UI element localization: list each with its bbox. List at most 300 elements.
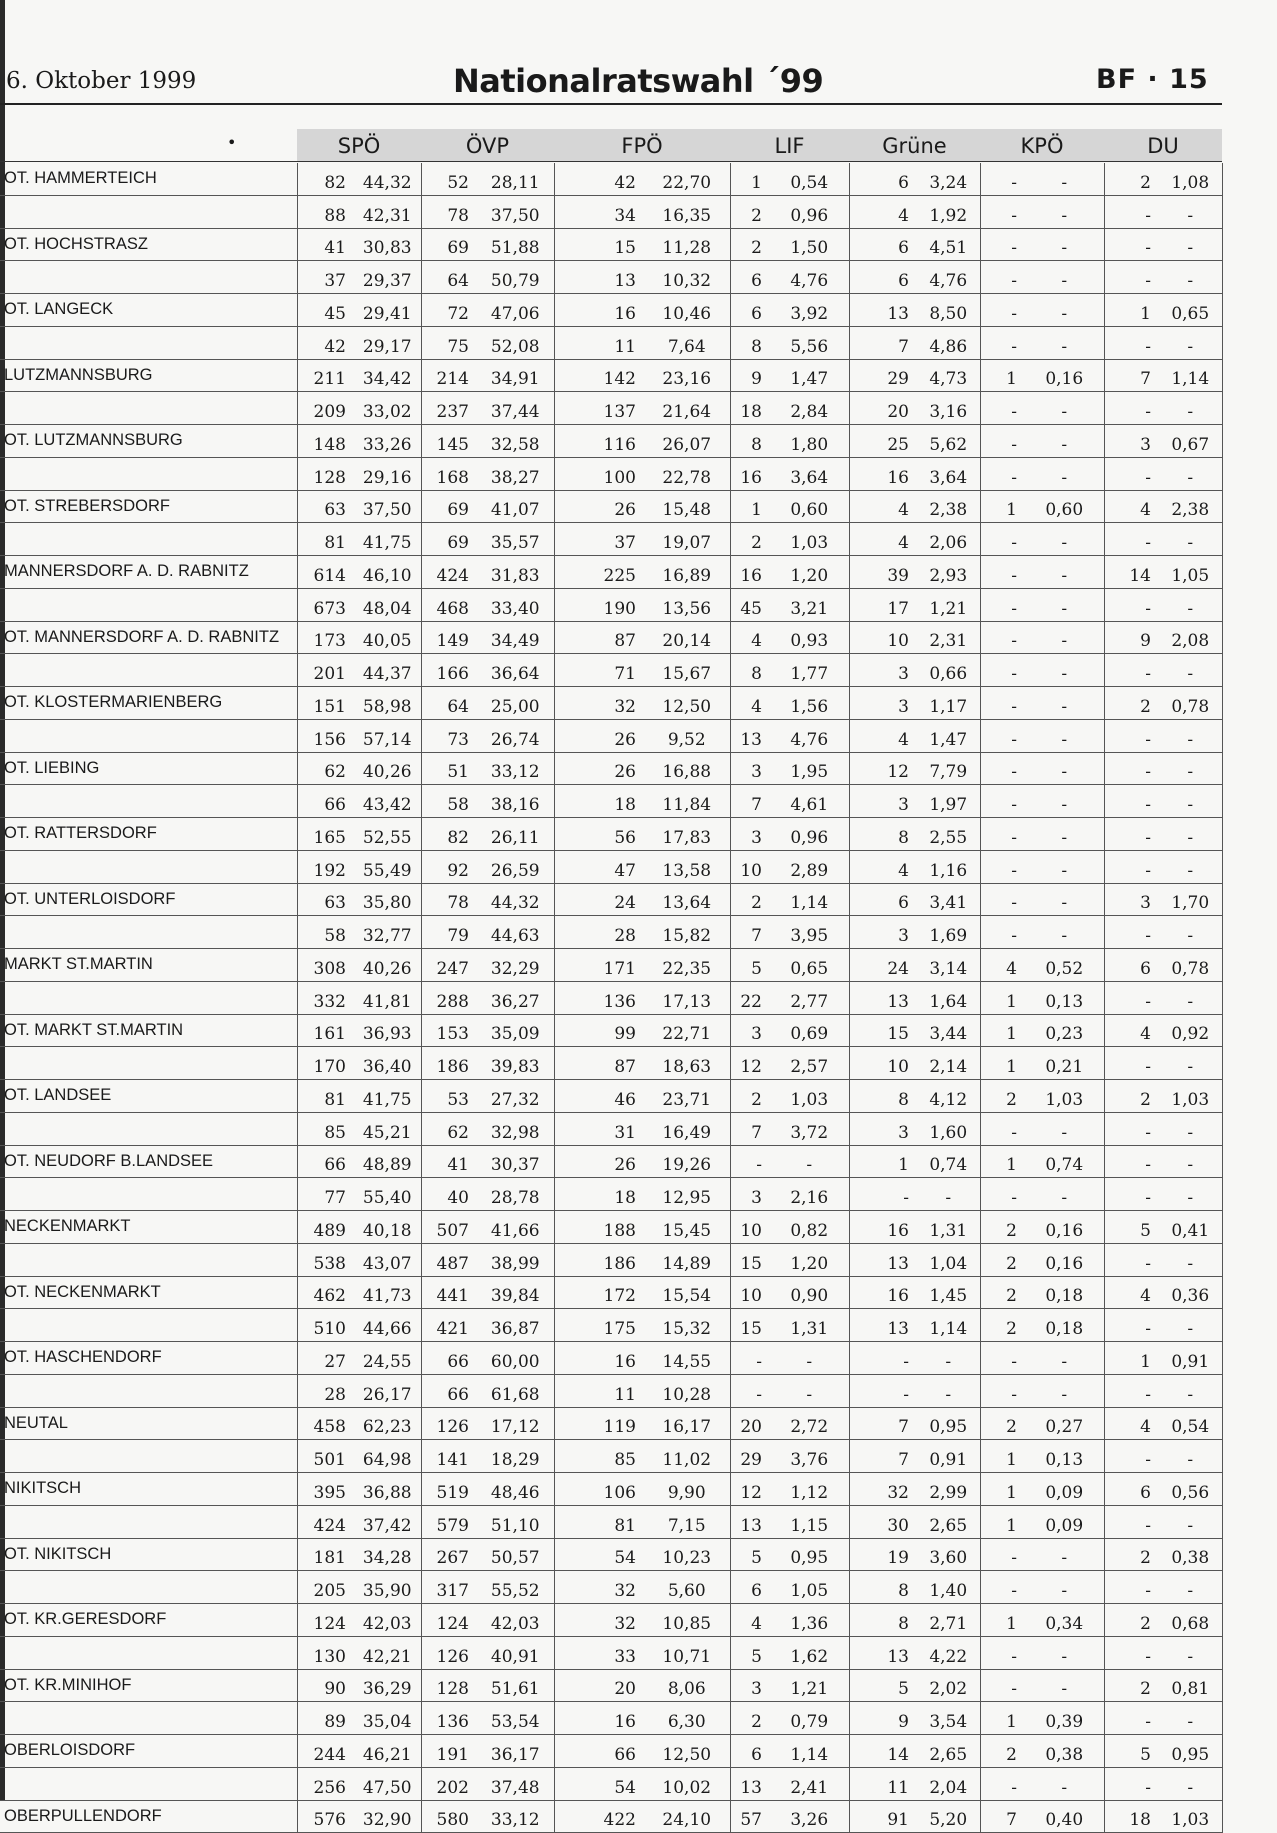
vote-count-cell: - — [980, 1571, 1025, 1604]
vote-count-cell: - — [849, 1178, 917, 1211]
vote-count-cell: - — [730, 1145, 770, 1178]
vote-percent-cell: - — [1025, 228, 1104, 261]
vote-percent-cell: 0,54 — [770, 163, 849, 195]
vote-percent-cell: - — [1159, 719, 1222, 752]
vote-percent-cell: 26,11 — [477, 818, 554, 851]
vote-percent-cell: 41,81 — [354, 981, 421, 1014]
row-label: OT. HAMMERTEICH — [0, 163, 297, 195]
vote-percent-cell: 42,21 — [354, 1636, 421, 1669]
vote-percent-cell: - — [1025, 719, 1104, 752]
vote-percent-cell: 2,71 — [917, 1604, 980, 1637]
vote-percent-cell: 47,06 — [477, 294, 554, 327]
vote-percent-cell: 42,03 — [477, 1604, 554, 1637]
vote-count-cell: 424 — [297, 1505, 354, 1538]
vote-percent-cell: 35,57 — [477, 523, 554, 556]
vote-percent-cell: 44,63 — [477, 916, 554, 949]
row-label — [0, 654, 297, 687]
vote-percent-cell: 1,14 — [917, 1309, 980, 1342]
vote-percent-cell: 1,14 — [770, 883, 849, 916]
vote-count-cell: 16 — [554, 294, 644, 327]
vote-count-cell: 11 — [554, 1374, 644, 1407]
vote-count-cell: 424 — [421, 556, 477, 589]
vote-count-cell: 63 — [297, 490, 354, 523]
vote-count-cell: 1 — [980, 981, 1025, 1014]
results-table-body — [0, 163, 1222, 1833]
vote-percent-cell: 43,07 — [354, 1243, 421, 1276]
table-row — [0, 1571, 1222, 1604]
vote-count-cell: 45 — [297, 294, 354, 327]
table-row — [0, 1211, 1222, 1244]
vote-count-cell: 5 — [849, 1669, 917, 1702]
vote-percent-cell: 0,13 — [1025, 981, 1104, 1014]
vote-percent-cell: - — [1025, 1669, 1104, 1702]
vote-percent-cell: - — [1025, 195, 1104, 228]
vote-count-cell: - — [1104, 1636, 1159, 1669]
vote-percent-cell: 51,88 — [477, 228, 554, 261]
vote-percent-cell: 1,21 — [917, 588, 980, 621]
vote-count-cell: 673 — [297, 588, 354, 621]
vote-percent-cell: 5,62 — [917, 425, 980, 458]
vote-percent-cell: 22,78 — [644, 457, 730, 490]
vote-percent-cell: 1,17 — [917, 687, 980, 720]
vote-percent-cell: 55,52 — [477, 1571, 554, 1604]
vote-percent-cell: 0,69 — [770, 1014, 849, 1047]
vote-count-cell: 579 — [421, 1505, 477, 1538]
vote-percent-cell: 3,76 — [770, 1440, 849, 1473]
vote-percent-cell: - — [1159, 785, 1222, 818]
vote-percent-cell: 35,04 — [354, 1702, 421, 1735]
vote-count-cell: 66 — [297, 785, 354, 818]
vote-count-cell: 1 — [1104, 294, 1159, 327]
vote-percent-cell: 1,56 — [770, 687, 849, 720]
vote-percent-cell: 29,17 — [354, 326, 421, 359]
row-label — [0, 785, 297, 818]
vote-percent-cell: - — [1025, 1342, 1104, 1375]
row-label: OBERLOISDORF — [0, 1735, 297, 1768]
vote-count-cell: 209 — [297, 392, 354, 425]
vote-count-cell: 136 — [421, 1702, 477, 1735]
vote-percent-cell: - — [1025, 326, 1104, 359]
vote-count-cell: 25 — [849, 425, 917, 458]
table-row — [0, 1505, 1222, 1538]
vote-percent-cell: - — [1159, 818, 1222, 851]
vote-percent-cell: - — [1025, 425, 1104, 458]
vote-count-cell: 214 — [421, 359, 477, 392]
vote-percent-cell: - — [1159, 916, 1222, 949]
vote-percent-cell: 0,74 — [1025, 1145, 1104, 1178]
row-label: OT. UNTERLOISDORF — [0, 883, 297, 916]
vote-percent-cell: 2,55 — [917, 818, 980, 851]
vote-percent-cell: 0,54 — [1159, 1407, 1222, 1440]
vote-percent-cell: - — [1159, 1505, 1222, 1538]
vote-percent-cell: 32,90 — [354, 1800, 421, 1833]
vote-percent-cell: 2,02 — [917, 1669, 980, 1702]
vote-percent-cell: 5,20 — [917, 1800, 980, 1833]
vote-percent-cell: 33,12 — [477, 1800, 554, 1833]
vote-percent-cell: 3,21 — [770, 588, 849, 621]
row-label: OT. NIKITSCH — [0, 1538, 297, 1571]
vote-percent-cell: 1,14 — [1159, 359, 1222, 392]
vote-count-cell: 136 — [554, 981, 644, 1014]
table-row — [0, 1702, 1222, 1735]
vote-percent-cell: 10,02 — [644, 1767, 730, 1800]
vote-count-cell: 171 — [554, 949, 644, 982]
vote-percent-cell: 1,03 — [1159, 1800, 1222, 1833]
vote-percent-cell: - — [1025, 294, 1104, 327]
table-row — [0, 228, 1222, 261]
vote-percent-cell: 0,95 — [1159, 1735, 1222, 1768]
vote-count-cell: - — [980, 1178, 1025, 1211]
page-header — [0, 62, 1222, 104]
vote-percent-cell: 0,39 — [1025, 1702, 1104, 1735]
row-label: OT. LANDSEE — [0, 1080, 297, 1113]
vote-count-cell: 145 — [421, 425, 477, 458]
vote-count-cell: 1 — [849, 1145, 917, 1178]
vote-count-cell: 6 — [730, 294, 770, 327]
vote-count-cell: 32 — [554, 1604, 644, 1637]
vote-count-cell: - — [1104, 1145, 1159, 1178]
vote-percent-cell: 28,78 — [477, 1178, 554, 1211]
vote-percent-cell: - — [1159, 1309, 1222, 1342]
vote-count-cell: 244 — [297, 1735, 354, 1768]
vote-percent-cell: 1,04 — [917, 1243, 980, 1276]
vote-count-cell: - — [980, 425, 1025, 458]
vote-count-cell: 30 — [849, 1505, 917, 1538]
vote-percent-cell: 53,54 — [477, 1702, 554, 1735]
row-label — [0, 1702, 297, 1735]
col-header-du: DU — [1147, 134, 1179, 158]
vote-percent-cell: 2,65 — [917, 1505, 980, 1538]
row-label: OT. LIEBING — [0, 752, 297, 785]
vote-percent-cell: - — [770, 1374, 849, 1407]
row-label — [0, 1243, 297, 1276]
vote-percent-cell: 43,42 — [354, 785, 421, 818]
row-label — [0, 1112, 297, 1145]
vote-percent-cell: 1,08 — [1159, 163, 1222, 195]
vote-count-cell: 441 — [421, 1276, 477, 1309]
row-label — [0, 1571, 297, 1604]
vote-count-cell: - — [980, 195, 1025, 228]
vote-percent-cell: 32,98 — [477, 1112, 554, 1145]
vote-percent-cell: 36,27 — [477, 981, 554, 1014]
vote-count-cell: 2 — [730, 1080, 770, 1113]
header-underline — [0, 161, 1222, 162]
vote-count-cell: 2 — [730, 523, 770, 556]
vote-percent-cell: 32,29 — [477, 949, 554, 982]
vote-count-cell: 8 — [730, 425, 770, 458]
vote-percent-cell: 1,03 — [1025, 1080, 1104, 1113]
vote-count-cell: 142 — [554, 359, 644, 392]
row-label — [0, 523, 297, 556]
vote-percent-cell: - — [1159, 752, 1222, 785]
row-label — [0, 1636, 297, 1669]
col-header-gruene: Grüne — [882, 134, 947, 158]
vote-percent-cell: - — [1159, 1374, 1222, 1407]
vote-count-cell: 468 — [421, 588, 477, 621]
vote-percent-cell: - — [1025, 556, 1104, 589]
vote-count-cell: 66 — [297, 1145, 354, 1178]
vote-percent-cell: 0,23 — [1025, 1014, 1104, 1047]
vote-percent-cell: 0,38 — [1159, 1538, 1222, 1571]
vote-percent-cell: 33,40 — [477, 588, 554, 621]
vote-count-cell: 18 — [1104, 1800, 1159, 1833]
vote-count-cell: 4 — [1104, 1407, 1159, 1440]
vote-percent-cell: 41,75 — [354, 523, 421, 556]
vote-count-cell: 13 — [849, 981, 917, 1014]
vote-percent-cell: - — [1025, 1374, 1104, 1407]
table-row — [0, 1767, 1222, 1800]
vote-percent-cell: 0,96 — [770, 195, 849, 228]
results-table — [0, 163, 1223, 1833]
vote-count-cell: 6 — [1104, 949, 1159, 982]
row-label — [0, 326, 297, 359]
vote-count-cell: 175 — [554, 1309, 644, 1342]
vote-percent-cell: 30,37 — [477, 1145, 554, 1178]
vote-count-cell: 172 — [554, 1276, 644, 1309]
vote-count-cell: 18 — [554, 785, 644, 818]
vote-percent-cell: - — [1025, 457, 1104, 490]
vote-count-cell: 39 — [849, 556, 917, 589]
vote-percent-cell: 9,90 — [644, 1473, 730, 1506]
vote-count-cell: - — [980, 883, 1025, 916]
vote-count-cell: 247 — [421, 949, 477, 982]
vote-count-cell: - — [980, 654, 1025, 687]
vote-count-cell: 462 — [297, 1276, 354, 1309]
vote-percent-cell: 2,84 — [770, 392, 849, 425]
table-row — [0, 1800, 1222, 1833]
vote-percent-cell: - — [1025, 916, 1104, 949]
vote-percent-cell: 1,62 — [770, 1636, 849, 1669]
vote-percent-cell: 32,77 — [354, 916, 421, 949]
table-row — [0, 981, 1222, 1014]
table-row — [0, 1014, 1222, 1047]
vote-percent-cell: 3,64 — [770, 457, 849, 490]
vote-count-cell: 64 — [421, 261, 477, 294]
table-row — [0, 1440, 1222, 1473]
vote-percent-cell: 26,17 — [354, 1374, 421, 1407]
vote-count-cell: 20 — [554, 1669, 644, 1702]
vote-count-cell: 317 — [421, 1571, 477, 1604]
vote-percent-cell: 2,57 — [770, 1047, 849, 1080]
vote-percent-cell: 21,64 — [644, 392, 730, 425]
vote-percent-cell: 34,49 — [477, 621, 554, 654]
vote-count-cell: 3 — [1104, 425, 1159, 458]
vote-percent-cell: 1,40 — [917, 1571, 980, 1604]
vote-count-cell: 119 — [554, 1407, 644, 1440]
vote-percent-cell: - — [1025, 588, 1104, 621]
vote-percent-cell: 1,21 — [770, 1669, 849, 1702]
vote-percent-cell: 28,11 — [477, 163, 554, 195]
vote-count-cell: 3 — [730, 1178, 770, 1211]
vote-count-cell: 156 — [297, 719, 354, 752]
vote-count-cell: 186 — [421, 1047, 477, 1080]
vote-percent-cell: 41,07 — [477, 490, 554, 523]
vote-count-cell: 12 — [730, 1473, 770, 1506]
vote-percent-cell: 44,66 — [354, 1309, 421, 1342]
vote-count-cell: 34 — [554, 195, 644, 228]
vote-count-cell: 14 — [849, 1735, 917, 1768]
vote-percent-cell: - — [1025, 1636, 1104, 1669]
vote-count-cell: 165 — [297, 818, 354, 851]
vote-percent-cell: - — [1025, 523, 1104, 556]
vote-percent-cell: 2,72 — [770, 1407, 849, 1440]
vote-count-cell: 6 — [1104, 1473, 1159, 1506]
table-header — [0, 129, 1222, 162]
vote-count-cell: 24 — [554, 883, 644, 916]
vote-percent-cell: 0,18 — [1025, 1309, 1104, 1342]
vote-percent-cell: 40,18 — [354, 1211, 421, 1244]
vote-percent-cell: 12,50 — [644, 1735, 730, 1768]
vote-percent-cell: 2,89 — [770, 850, 849, 883]
vote-count-cell: 170 — [297, 1047, 354, 1080]
vote-percent-cell: 8,06 — [644, 1669, 730, 1702]
vote-count-cell: 2 — [730, 883, 770, 916]
col-header-fpoe: FPÖ — [621, 134, 663, 158]
vote-percent-cell: 1,05 — [770, 1571, 849, 1604]
vote-percent-cell: 15,54 — [644, 1276, 730, 1309]
row-label: NECKENMARKT — [0, 1211, 297, 1244]
vote-count-cell: 64 — [421, 687, 477, 720]
vote-percent-cell: 0,96 — [770, 818, 849, 851]
vote-percent-cell: 1,70 — [1159, 883, 1222, 916]
table-row — [0, 883, 1222, 916]
vote-count-cell: 4 — [849, 719, 917, 752]
vote-count-cell: 288 — [421, 981, 477, 1014]
vote-count-cell: 26 — [554, 752, 644, 785]
row-label — [0, 261, 297, 294]
vote-count-cell: 14 — [1104, 556, 1159, 589]
vote-count-cell: 26 — [554, 719, 644, 752]
vote-percent-cell: 1,12 — [770, 1473, 849, 1506]
vote-percent-cell: 0,65 — [770, 949, 849, 982]
vote-count-cell: 168 — [421, 457, 477, 490]
vote-count-cell: 153 — [421, 1014, 477, 1047]
vote-count-cell: 1 — [980, 1473, 1025, 1506]
col-header-lif: LIF — [774, 134, 805, 158]
vote-percent-cell: 16,17 — [644, 1407, 730, 1440]
vote-percent-cell: 36,29 — [354, 1669, 421, 1702]
vote-percent-cell: 1,60 — [917, 1112, 980, 1145]
vote-count-cell: 4 — [730, 687, 770, 720]
vote-percent-cell: 36,87 — [477, 1309, 554, 1342]
vote-count-cell: - — [980, 1538, 1025, 1571]
vote-count-cell: - — [1104, 228, 1159, 261]
vote-percent-cell: 26,74 — [477, 719, 554, 752]
vote-count-cell: 15 — [849, 1014, 917, 1047]
vote-percent-cell: - — [1025, 883, 1104, 916]
vote-count-cell: 2 — [730, 1702, 770, 1735]
vote-count-cell: 141 — [421, 1440, 477, 1473]
vote-count-cell: - — [1104, 1047, 1159, 1080]
vote-count-cell: 56 — [554, 818, 644, 851]
vote-count-cell: 8 — [730, 654, 770, 687]
vote-percent-cell: 1,20 — [770, 1243, 849, 1276]
vote-count-cell: 6 — [849, 163, 917, 195]
vote-count-cell: 1 — [980, 1440, 1025, 1473]
vote-count-cell: 3 — [730, 1669, 770, 1702]
vote-count-cell: 2 — [1104, 687, 1159, 720]
vote-count-cell: - — [980, 1636, 1025, 1669]
vote-count-cell: - — [980, 785, 1025, 818]
row-label: OT. KR.GERESDORF — [0, 1604, 297, 1637]
vote-percent-cell: 1,36 — [770, 1604, 849, 1637]
vote-percent-cell: 33,12 — [477, 752, 554, 785]
vote-count-cell: - — [980, 719, 1025, 752]
vote-count-cell: 614 — [297, 556, 354, 589]
vote-count-cell: 16 — [730, 457, 770, 490]
vote-percent-cell: 29,16 — [354, 457, 421, 490]
vote-count-cell: - — [980, 163, 1025, 195]
vote-percent-cell: - — [1159, 1440, 1222, 1473]
vote-percent-cell: 1,05 — [1159, 556, 1222, 589]
vote-count-cell: - — [980, 1112, 1025, 1145]
vote-count-cell: - — [1104, 195, 1159, 228]
vote-percent-cell: 1,69 — [917, 916, 980, 949]
vote-count-cell: - — [980, 687, 1025, 720]
table-row — [0, 785, 1222, 818]
vote-count-cell: 1 — [980, 1047, 1025, 1080]
vote-percent-cell: 50,57 — [477, 1538, 554, 1571]
vote-percent-cell: 4,76 — [917, 261, 980, 294]
vote-percent-cell: - — [1025, 1767, 1104, 1800]
vote-percent-cell: 2,77 — [770, 981, 849, 1014]
vote-count-cell: 489 — [297, 1211, 354, 1244]
vote-count-cell: 20 — [849, 392, 917, 425]
table-row — [0, 588, 1222, 621]
vote-percent-cell: 30,83 — [354, 228, 421, 261]
vote-count-cell: - — [1104, 261, 1159, 294]
vote-percent-cell: 3,54 — [917, 1702, 980, 1735]
vote-percent-cell: 4,76 — [770, 719, 849, 752]
vote-percent-cell: 7,64 — [644, 326, 730, 359]
vote-count-cell: 2 — [980, 1080, 1025, 1113]
vote-count-cell: 2 — [1104, 163, 1159, 195]
table-row — [0, 1243, 1222, 1276]
vote-count-cell: 190 — [554, 588, 644, 621]
vote-count-cell: 576 — [297, 1800, 354, 1833]
page-number: BF · 15 — [1096, 64, 1209, 95]
vote-count-cell: 116 — [554, 425, 644, 458]
vote-count-cell: 332 — [297, 981, 354, 1014]
vote-count-cell: 3 — [730, 752, 770, 785]
vote-count-cell: 4 — [1104, 1014, 1159, 1047]
vote-percent-cell: 16,89 — [644, 556, 730, 589]
vote-percent-cell: 13,56 — [644, 588, 730, 621]
vote-percent-cell: - — [1159, 326, 1222, 359]
vote-percent-cell: 1,03 — [770, 523, 849, 556]
table-row — [0, 1374, 1222, 1407]
vote-percent-cell: 0,16 — [1025, 359, 1104, 392]
vote-count-cell: 3 — [849, 687, 917, 720]
vote-percent-cell: - — [1025, 392, 1104, 425]
vote-count-cell: 149 — [421, 621, 477, 654]
vote-percent-cell: 14,89 — [644, 1243, 730, 1276]
vote-percent-cell: 50,79 — [477, 261, 554, 294]
vote-count-cell: 8 — [849, 1080, 917, 1113]
table-row — [0, 1636, 1222, 1669]
row-label — [0, 195, 297, 228]
vote-percent-cell: - — [917, 1374, 980, 1407]
vote-count-cell: 4 — [849, 195, 917, 228]
vote-count-cell: 510 — [297, 1309, 354, 1342]
vote-percent-cell: 2,38 — [1159, 490, 1222, 523]
vote-count-cell: 85 — [297, 1112, 354, 1145]
vote-percent-cell: 3,60 — [917, 1538, 980, 1571]
vote-percent-cell: 10,71 — [644, 1636, 730, 1669]
page-title: Nationalratswahl ´99 — [453, 62, 824, 100]
vote-count-cell: - — [1104, 392, 1159, 425]
vote-count-cell: 85 — [554, 1440, 644, 1473]
